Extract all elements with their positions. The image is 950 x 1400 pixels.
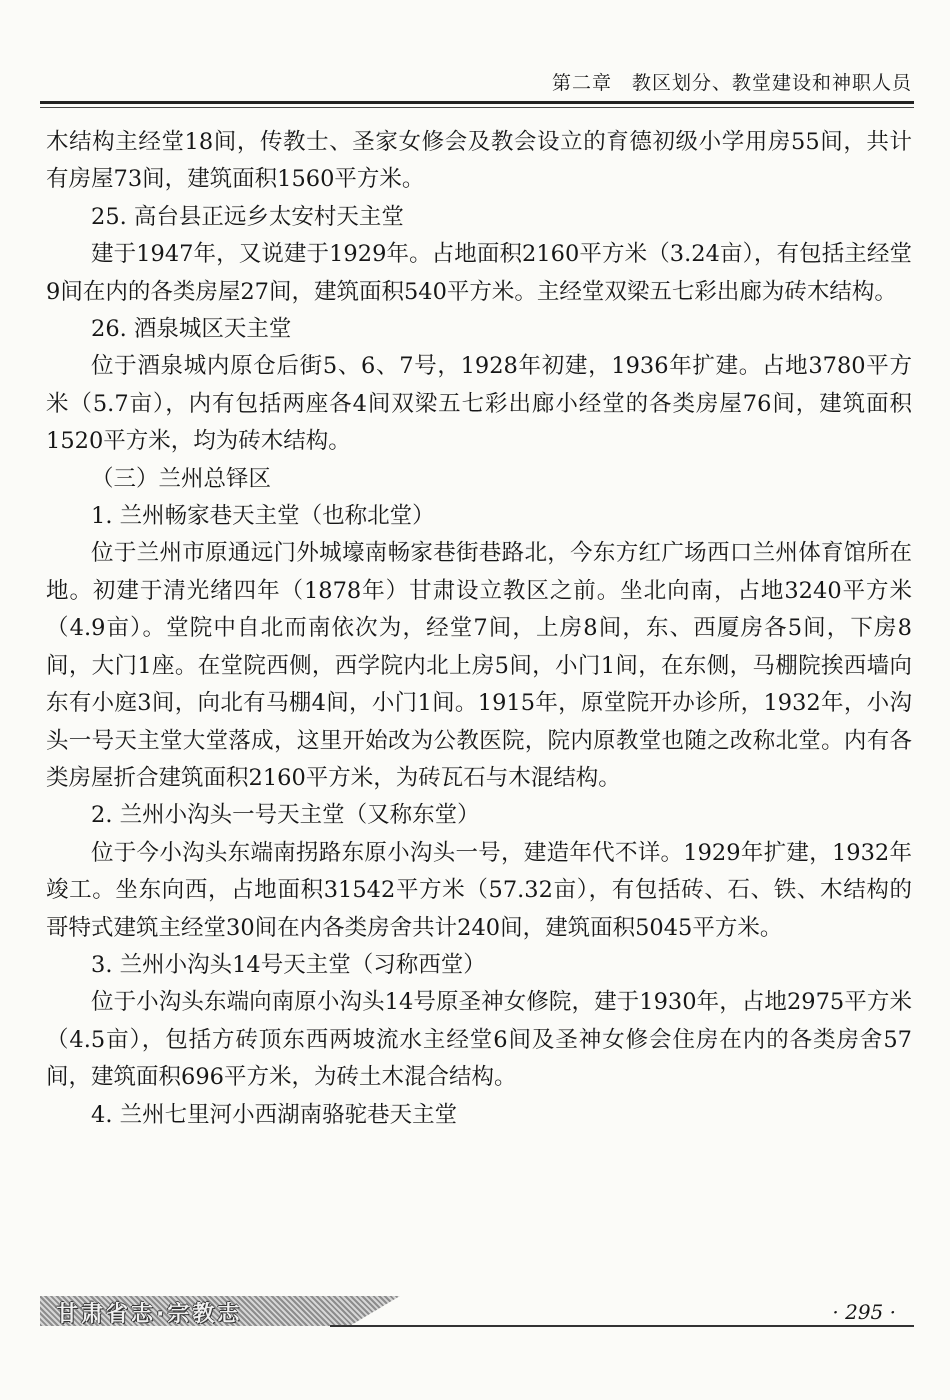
running-header: 第二章 教区划分、教堂建设和神职人员 <box>551 72 912 94</box>
section-heading-2: 2. 兰州小沟头一号天主堂（又称东堂） <box>91 802 480 829</box>
paragraph: 位于今小沟头东端南拐路东原小沟头一号，建造年代不详。1929年扩建，1932年竣工。坐东向西，占地面积31542平方米（57.32亩），有包括砖、石、铁、木结构的哥特式建筑主经堂30间在内各类房舍共计240间，建筑面积5045平方米。 <box>46 839 912 941</box>
header-rule <box>40 101 914 104</box>
footer-rule <box>330 1325 914 1327</box>
paragraph-continuation: 木结构主经堂18间，传教士、圣家女修会及教会设立的育德初级小学用房55间，共计有房屋73间，建筑面积1560平方米。 <box>46 129 912 193</box>
section-heading-26: 26. 酒泉城区天主堂 <box>91 316 292 343</box>
section-heading-25: 25. 高台县正远乡太安村天主堂 <box>91 203 404 230</box>
body-text <box>46 124 912 1134</box>
district-heading-lanzhou: （三）兰州总铎区 <box>91 465 272 492</box>
paragraph: 建于1947年，又说建于1929年。占地面积2160平方米（3.24亩），有包括主经堂9间在内的各类房屋27间，建筑面积540平方米。主经堂双梁五七彩出廊为砖木结构。 <box>46 241 912 305</box>
paragraph: 位于兰州市原通远门外城壕南畅家巷街巷路北，今东方红广场西口兰州体育馆所在地。初建于清光绪四年（1878年）甘肃设立教区之前。坐北向南，占地3240平方米（4.9亩）。堂院中自北而南依次为，经堂7间，上房8间，东、西厦房各5间，下房8间，大门1座。在堂院西侧，西学院内北上房5间，小门1间，在东侧，马棚院挨西墙向东有小庭3间，向北有马棚4间，小门1间。1915年，原堂院开办诊所，1932年，小沟头一号天主堂大堂落成，这里开始改为公教医院，院内原教堂也随之改称北堂。内有各类房屋折合建筑面积2160平方米，为砖瓦石与木混结构。 <box>46 540 912 791</box>
page-number: · 295 · <box>832 1300 896 1324</box>
section-heading-4: 4. 兰州七里河小西湖南骆驼巷天主堂 <box>91 1101 458 1128</box>
section-heading-3: 3. 兰州小沟头14号天主堂（习称西堂） <box>91 951 486 978</box>
paragraph: 位于小沟头东端向南原小沟头14号原圣神女修院，建于1930年，占地2975平方米（4.5亩），包括方砖顶东西两坡流水主经堂6间及圣神女修会住房在内的各类房舍57间，建筑面积696平方米，为砖土木混合结构。 <box>46 989 912 1091</box>
section-heading-1: 1. 兰州畅家巷天主堂（也称北堂） <box>91 503 435 530</box>
paragraph: 位于酒泉城内原仓后街5、6、7号，1928年初建，1936年扩建。占地3780平方米（5.7亩），内有包括两座各4间双梁五七彩出廊小经堂的各类房屋76间，建筑面积1520平方米，均为砖木结构。 <box>46 353 912 455</box>
footer-book-title: 甘肃省志·宗教志 <box>56 1302 243 1327</box>
